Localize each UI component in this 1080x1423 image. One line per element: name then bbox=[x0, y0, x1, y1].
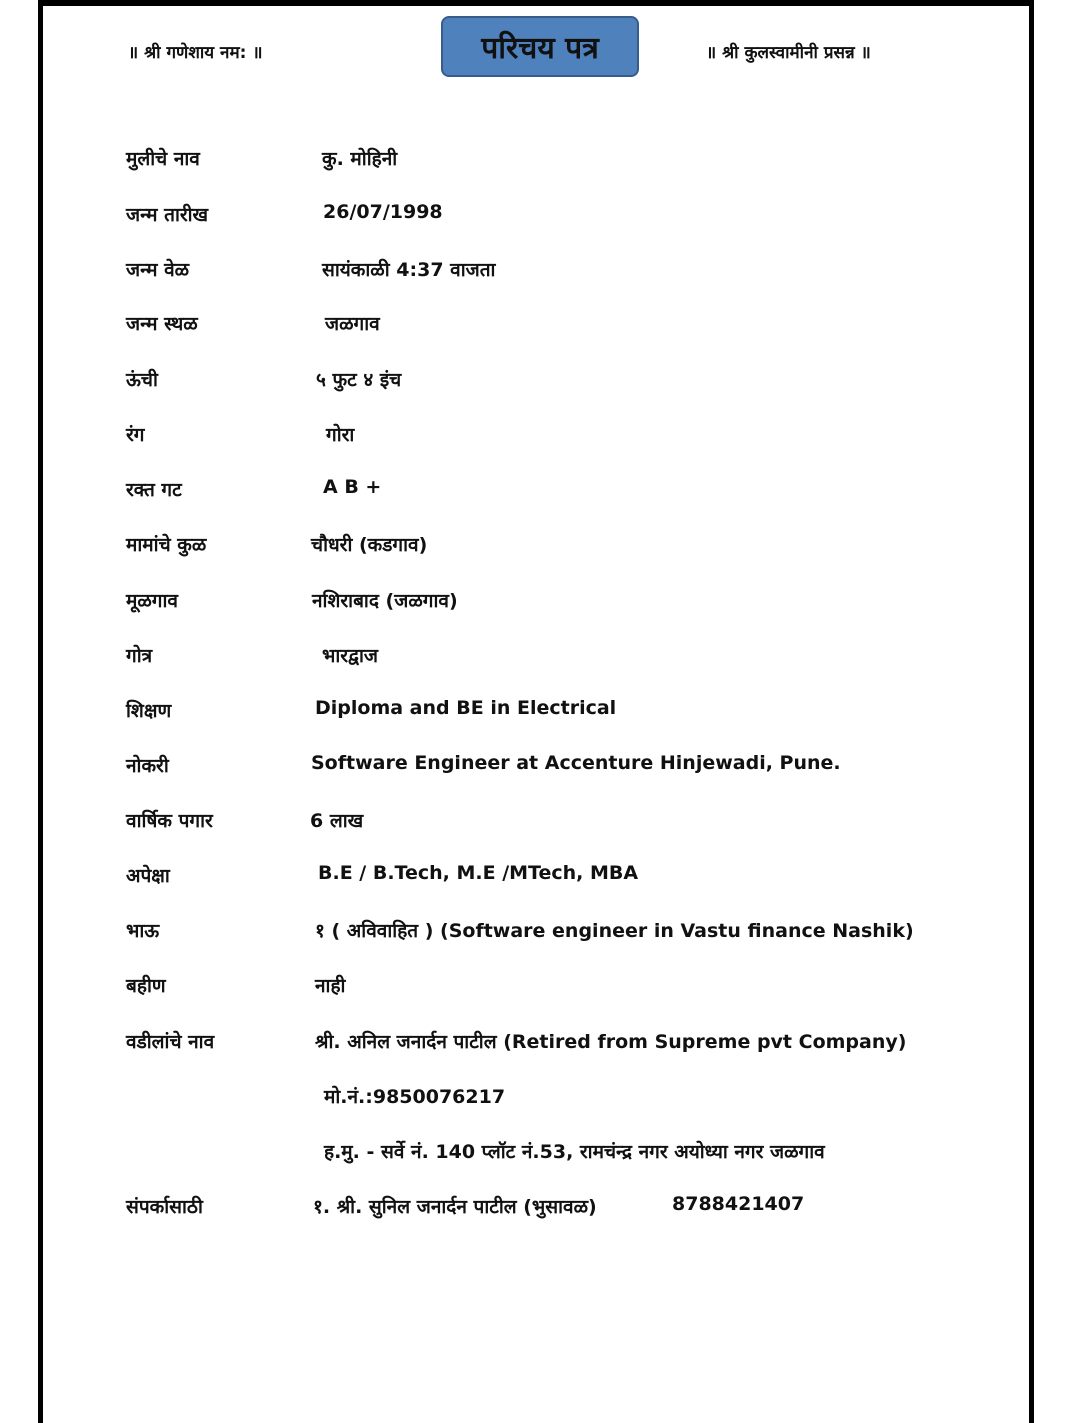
row-label: अपेक्षा bbox=[126, 865, 170, 887]
row-value: भारद्वाज bbox=[322, 645, 378, 667]
row-label: वडीलांचे नाव bbox=[126, 1031, 215, 1053]
row-value: Software Engineer at Accenture Hinjewadi, Pune. bbox=[311, 752, 841, 774]
row-label: बहीण bbox=[126, 975, 166, 997]
contact-phone: 8788421407 bbox=[672, 1193, 805, 1215]
row-label: नोकरी bbox=[126, 755, 169, 777]
page-title: परिचय पत्र bbox=[441, 16, 639, 77]
row-value: Diploma and BE in Electrical bbox=[315, 697, 617, 719]
row-label: शिक्षण bbox=[126, 700, 172, 722]
row-label: जन्म वेळ bbox=[126, 259, 190, 281]
row-value: B.E / B.Tech, M.E /MTech, MBA bbox=[318, 862, 639, 884]
row-value: 6 लाख bbox=[310, 810, 364, 832]
header-invocation-left: ॥ श्री गणेशाय नम: ॥ bbox=[128, 43, 263, 63]
row-label: रक्त गट bbox=[126, 479, 182, 501]
row-label: भाऊ bbox=[126, 920, 160, 942]
row-value: १ ( अविवाहित ) (Software engineer in Vastu finance Nashik) bbox=[315, 920, 914, 942]
row-value: ५ फुट ४ इंच bbox=[316, 369, 402, 391]
row-label: गोत्र bbox=[126, 645, 153, 667]
father-mobile: मो.नं.:9850076217 bbox=[324, 1086, 506, 1108]
row-label: जन्म स्थळ bbox=[126, 313, 198, 335]
header-invocation-right: ॥ श्री कुलस्वामीनी प्रसन्न ॥ bbox=[706, 43, 871, 63]
row-value: सायंकाळी 4:37 वाजता bbox=[322, 259, 496, 281]
row-value: श्री. अनिल जनार्दन पाटील (Retired from Supreme pvt Company) bbox=[315, 1031, 907, 1053]
row-value: चौधरी (कडगाव) bbox=[311, 534, 428, 556]
row-value: 26/07/1998 bbox=[323, 201, 443, 223]
row-label: जन्म तारीख bbox=[126, 204, 209, 226]
row-value: नाही bbox=[315, 975, 346, 997]
row-value: A B + bbox=[323, 476, 382, 498]
address: ह.मु. - सर्वे नं. 140 प्लॉट नं.53, रामचंन्द्र नगर अयोध्या नगर जळगाव bbox=[324, 1141, 825, 1163]
row-label: मामांचे कुळ bbox=[126, 534, 207, 556]
row-label: वार्षिक पगार bbox=[126, 810, 213, 832]
row-value: नशिराबाद (जळगाव) bbox=[312, 590, 458, 612]
contact-label: संपर्कासाठी bbox=[126, 1196, 203, 1218]
row-label: मूळगाव bbox=[126, 590, 178, 612]
row-value: गोरा bbox=[326, 424, 355, 446]
row-label: रंग bbox=[126, 424, 145, 446]
row-value: जळगाव bbox=[325, 313, 380, 335]
contact-name: १. श्री. सुनिल जनार्दन पाटील (भुसावळ) bbox=[313, 1196, 597, 1218]
row-value: कु. मोहिनी bbox=[322, 148, 398, 170]
row-label: मुलीचे नाव bbox=[126, 148, 200, 170]
row-label: ऊंची bbox=[126, 369, 158, 391]
